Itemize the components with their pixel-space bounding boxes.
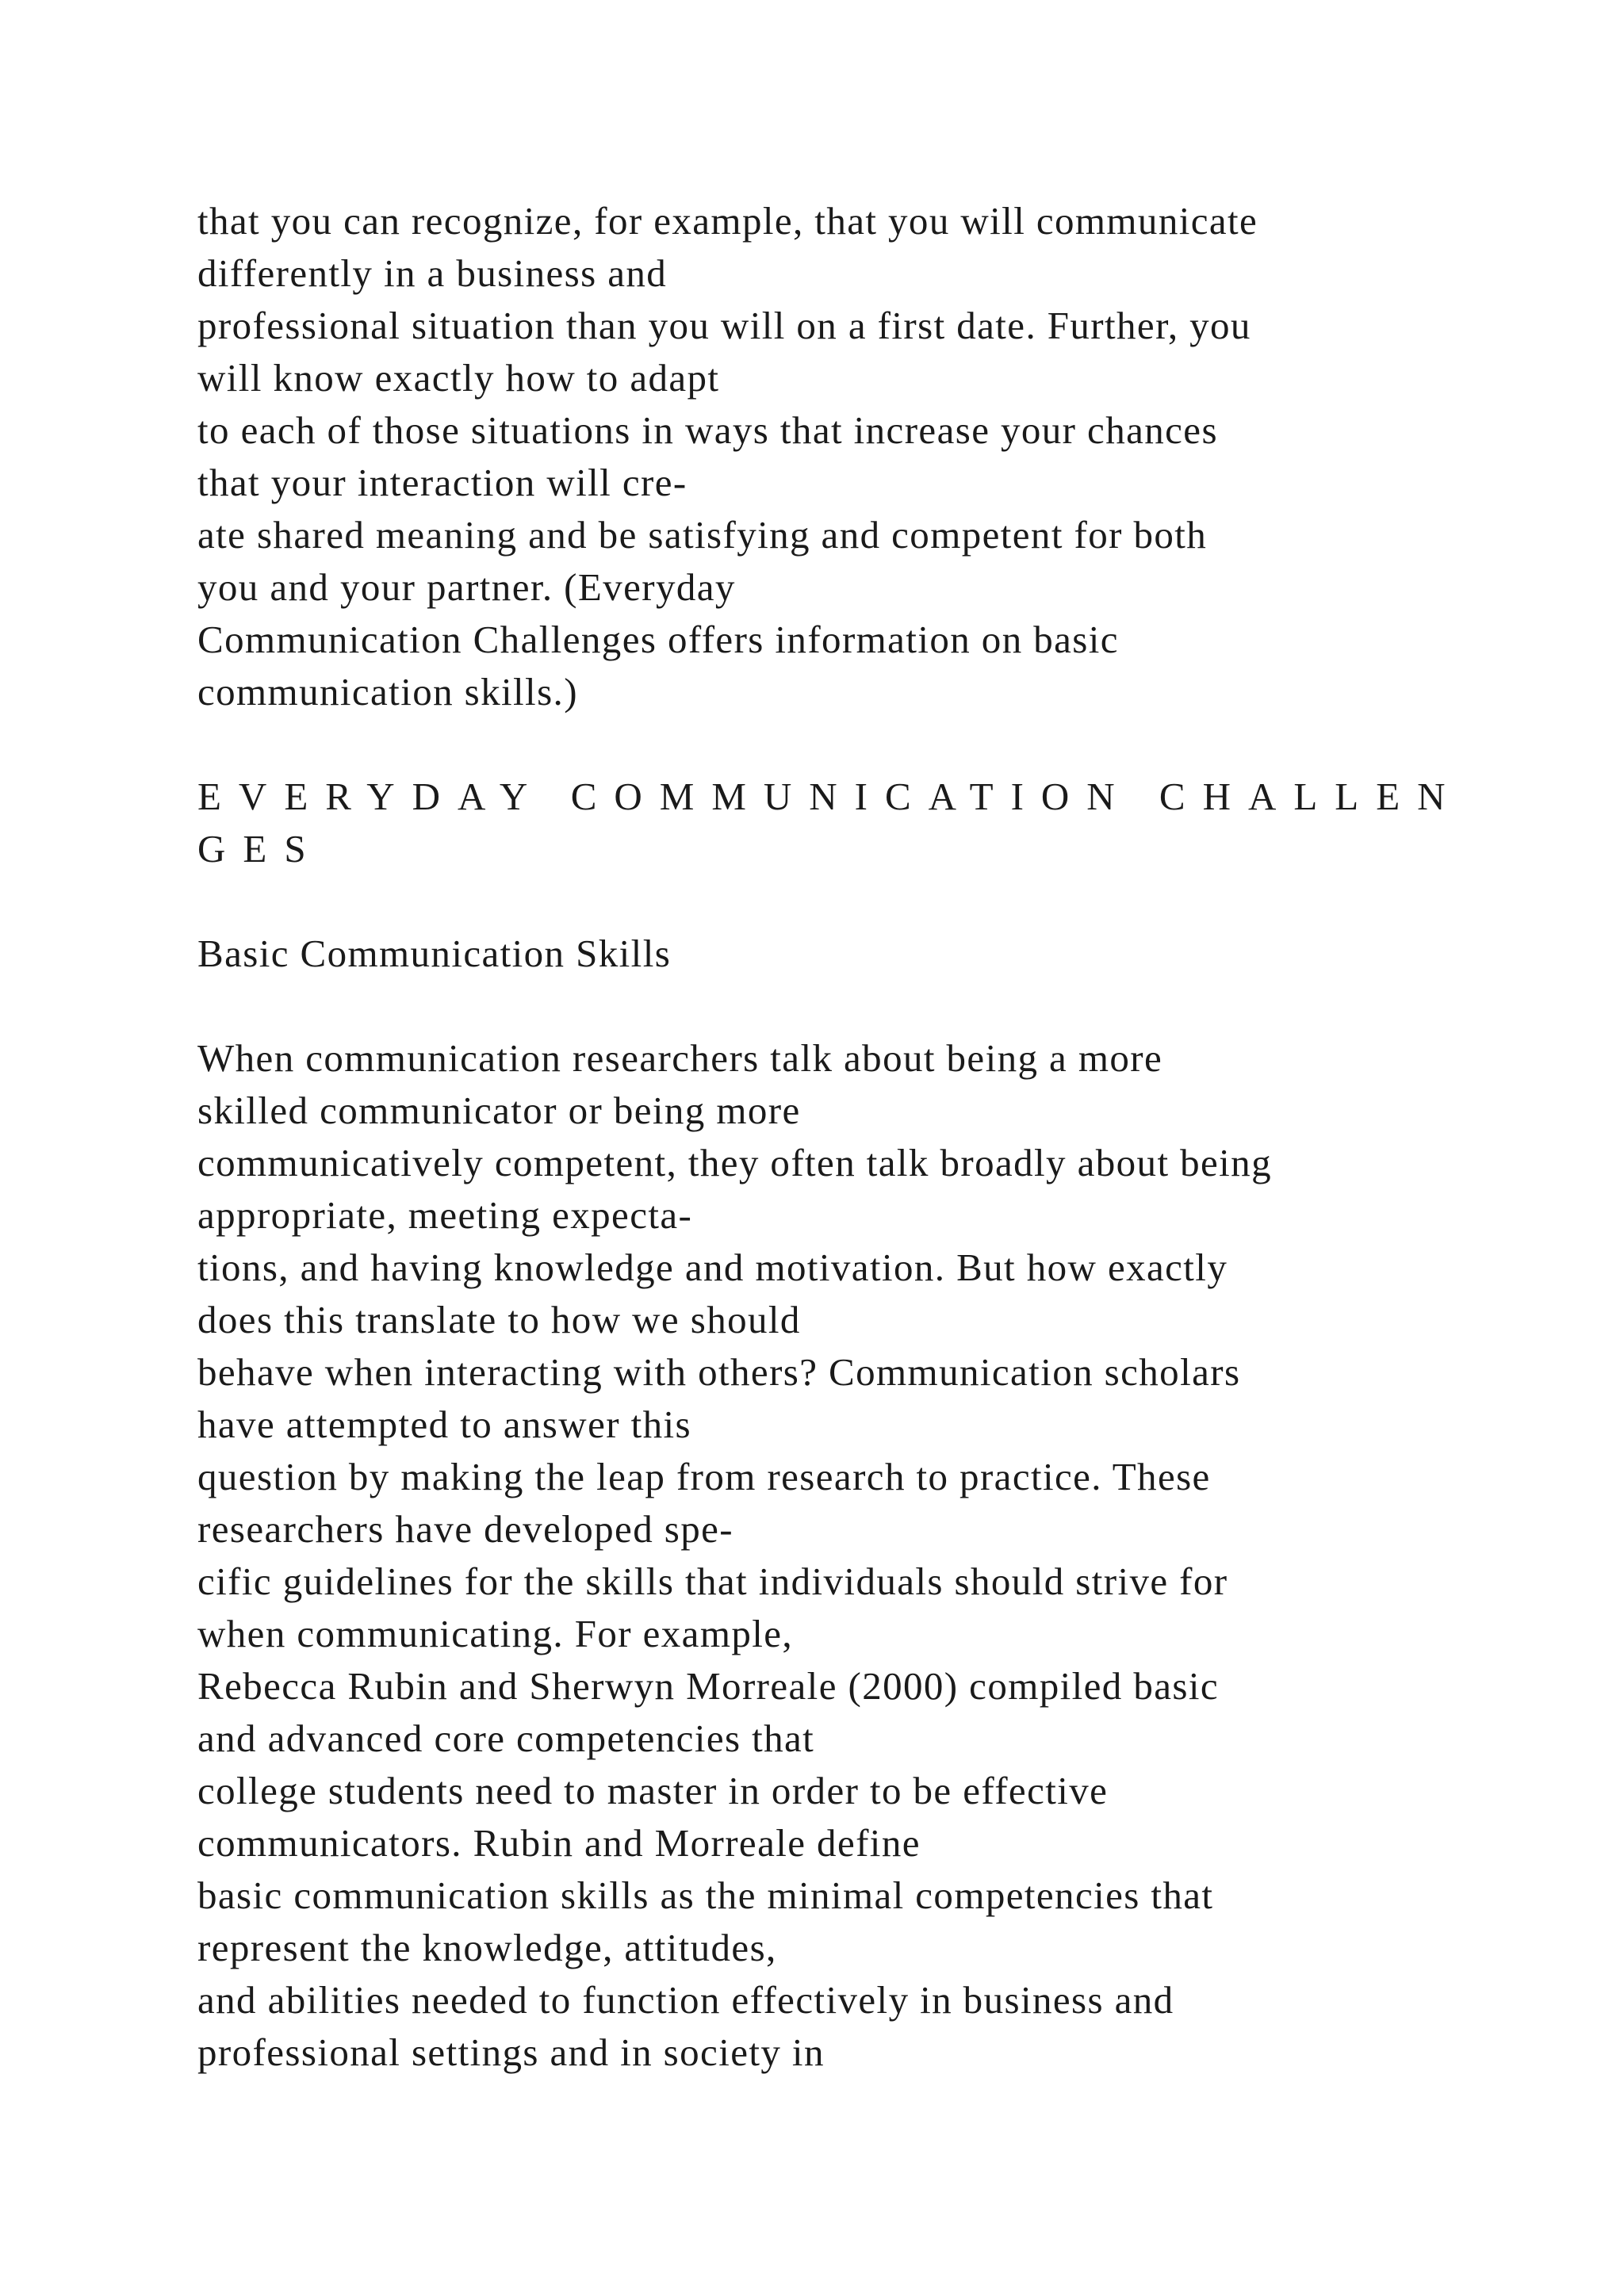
text-line: and advanced core competencies that — [197, 1716, 815, 1760]
text-line: skilled communicator or being more — [197, 1089, 801, 1132]
text-line: have attempted to answer this — [197, 1402, 691, 1446]
text-line: represent the knowledge, attitudes, — [197, 1926, 777, 1969]
paragraph-gap — [197, 980, 1545, 1032]
text-line: professional situation than you will on a first date. Further, you — [197, 304, 1251, 347]
text-line: behave when interacting with others? Communication scholars — [197, 1350, 1241, 1394]
paragraph-gap — [197, 875, 1545, 928]
text-line: ate shared meaning and be satisfying and competent for both — [197, 513, 1208, 557]
section-heading-line: EVERYDAY COMMUNICATION CHALLEN — [197, 775, 1463, 818]
text-line: Communication Challenges offers information on basic — [197, 618, 1119, 661]
document-text — [197, 195, 1545, 2079]
text-line: appropriate, meeting expecta- — [197, 1193, 693, 1237]
text-line: researchers have developed spe- — [197, 1507, 733, 1551]
text-line: and abilities needed to function effectively in business and — [197, 1978, 1174, 2022]
text-line: question by making the leap from research to practice. These — [197, 1455, 1211, 1498]
text-line: college students need to master in order to be effective — [197, 1769, 1109, 1812]
text-line: communication skills.) — [197, 670, 578, 714]
text-line: will know exactly how to adapt — [197, 356, 720, 400]
text-line: does this translate to how we should — [197, 1298, 801, 1341]
text-line: basic communication skills as the minimal competencies that — [197, 1873, 1214, 1917]
text-line: that your interaction will cre- — [197, 461, 688, 504]
body-paragraph — [197, 1032, 1545, 2079]
text-line: to each of those situations in ways that increase your chances — [197, 408, 1218, 452]
text-line: When communication researchers talk about being a more — [197, 1036, 1163, 1080]
text-line: cific guidelines for the skills that individuals should strive for — [197, 1559, 1228, 1603]
section-heading — [197, 771, 1545, 875]
subheading: Basic Communication Skills — [197, 932, 672, 975]
section-heading-line: GES — [197, 827, 324, 871]
intro-paragraph — [197, 195, 1545, 718]
text-line: communicatively competent, they often talk broadly about being — [197, 1141, 1272, 1184]
text-line: communicators. Rubin and Morreale define — [197, 1821, 921, 1865]
text-line: when communicating. For example, — [197, 1612, 794, 1655]
text-line: tions, and having knowledge and motivation. But how exactly — [197, 1246, 1228, 1289]
paragraph-gap — [197, 718, 1545, 771]
text-line: professional settings and in society in — [197, 2030, 825, 2074]
text-line: differently in a business and — [197, 251, 668, 295]
text-line: you and your partner. (Everyday — [197, 565, 736, 609]
text-line: Rebecca Rubin and Sherwyn Morreale (2000) compiled basic — [197, 1664, 1220, 1708]
text-line: that you can recognize, for example, that you will communicate — [197, 199, 1258, 243]
